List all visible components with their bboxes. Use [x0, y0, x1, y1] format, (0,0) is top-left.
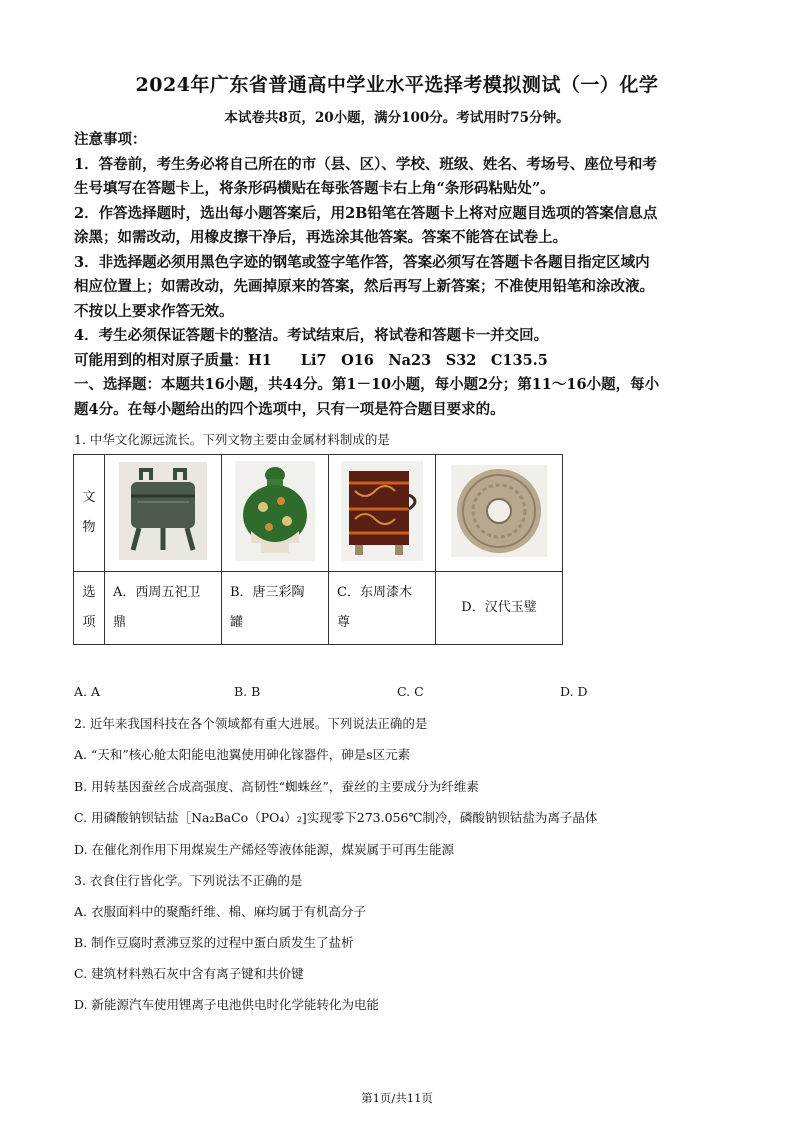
bronze-ding-image — [119, 462, 207, 560]
section-instructions: 题4分。在每小题给出的四个选项中，只有一项是符合题目要求的。 — [74, 400, 505, 418]
question-3-option-a[interactable]: A. 衣服面料中的聚酯纤维、棉、麻均属于有机高分子 — [74, 904, 366, 919]
jade-bi-image — [451, 465, 547, 557]
choice-c[interactable]: C. C — [397, 684, 424, 699]
option-d-cell — [436, 572, 563, 645]
option-c-cell: C．东周漆木 尊 — [329, 572, 436, 645]
question-2-option-b[interactable]: B. 用转基因蚕丝合成高强度、高韧性“蜘蛛丝”，蚕丝的主要成分为纤维素 — [74, 779, 479, 794]
option-b-cell: B．唐三彩陶 罐 — [222, 572, 329, 645]
choice-b[interactable]: B. B — [234, 684, 261, 699]
page-number: 第1页/共11页 — [361, 1091, 433, 1105]
relic-image-jade-bi — [436, 455, 563, 572]
option-c-text: C．东周漆木 — [337, 585, 412, 600]
relic-image-bronze-ding — [105, 455, 222, 572]
notes-line: 不按以上要求作答无效。 — [74, 302, 234, 320]
exam-subtitle: 本试卷共8页，20小题，满分100分。考试用时75分钟。 — [224, 110, 570, 126]
row-header-option: 选 项 — [74, 572, 105, 645]
atomic-mass-line: 可能用到的相对原子质量：H1 Li7 O16 Na23 S32 C135.5 — [74, 351, 548, 369]
choice-a[interactable]: A. A — [74, 684, 101, 699]
sancai-jar-image — [235, 461, 315, 561]
question-3-option-d[interactable]: D. 新能源汽车使用锂离子电池供电时化学能转化为电能 — [74, 997, 380, 1012]
lacquer-zun-image — [341, 461, 423, 561]
notes-section — [74, 128, 724, 422]
choice-d[interactable]: D. D — [560, 684, 588, 699]
question-2-option-c[interactable]: C. 用磷酸钠钡钴盐［Na₂BaCo（PO₄）₂]实现零下273.056℃制冷，磷酸钠钡钴盐为离子晶体 — [74, 810, 598, 825]
notes-line: 4．考生必须保证答题卡的整洁。考试结束后，将试卷和答题卡一并交回。 — [74, 327, 549, 344]
row-header-relic: 文 物 — [74, 455, 105, 572]
option-a-text: A．西周五祀卫 — [113, 585, 201, 600]
question-3-option-b[interactable]: B. 制作豆腐时煮沸豆浆的过程中蛋白质发生了盐析 — [74, 935, 354, 950]
relic-image-sancai-jar — [222, 455, 329, 572]
notes-heading: 注意事项： — [74, 131, 147, 148]
option-a-cell: A．西周五祀卫 鼎 — [105, 572, 222, 645]
relic-image-lacquer-zun — [329, 455, 436, 572]
notes-line: 相应位置上；如需改动，先画掉原来的答案，然后再写上新答案；不准使用铅笔和涂改液。 — [74, 278, 654, 295]
notes-line: 生号填写在答题卡上，将条形码横贴在每张答题卡右上角“条形码粘贴处”。 — [74, 180, 555, 197]
relics-table — [73, 454, 563, 645]
question-2-stem: 2. 近年来我国科技在各个领域都有重大进展。下列说法正确的是 — [74, 716, 428, 731]
question-3-stem: 3. 衣食住行皆化学。下列说法不正确的是 — [74, 873, 303, 888]
exam-title: 2024年广东省普通高中学业水平选择考模拟测试（一）化学 — [135, 74, 659, 96]
notes-line: 3．非选择题必须用黑色字迹的钢笔或签字笔作答，答案必须写在答题卡各题目指定区域内 — [74, 253, 650, 271]
question-1-stem: 1. 中华文化源远流长。下列文物主要由金属材料制成的是 — [74, 432, 390, 447]
option-d-text: D．汉代玉璧 — [461, 600, 537, 615]
notes-line: 涂黑；如需改动，用橡皮擦干净后，再选涂其他答案。答案不能答在试卷上。 — [74, 229, 567, 246]
question-2-option-d[interactable]: D. 在催化剂作用下用煤炭生产烯烃等液体能源，煤炭属于可再生能源 — [74, 842, 455, 857]
section-instructions: 一、选择题：本题共16小题，共44分。第1－10小题，每小题2分；第11～16小题，每小 — [74, 376, 660, 393]
notes-line: 1．答卷前，考生务必将自己所在的市（县、区）、学校、班级、姓名、考场号、座位号和考 — [74, 155, 657, 173]
question-2-option-a[interactable]: A. “天和”核心舱太阳能电池翼使用砷化镓器件，砷是s区元素 — [74, 747, 411, 762]
option-b-text: B．唐三彩陶 — [230, 585, 305, 600]
notes-line: 2．作答选择题时，选出每小题答案后，用2B铅笔在答题卡上将对应题目选项的答案信息点 — [74, 204, 658, 222]
question-3-option-c[interactable]: C. 建筑材料熟石灰中含有离子键和共价键 — [74, 966, 304, 981]
